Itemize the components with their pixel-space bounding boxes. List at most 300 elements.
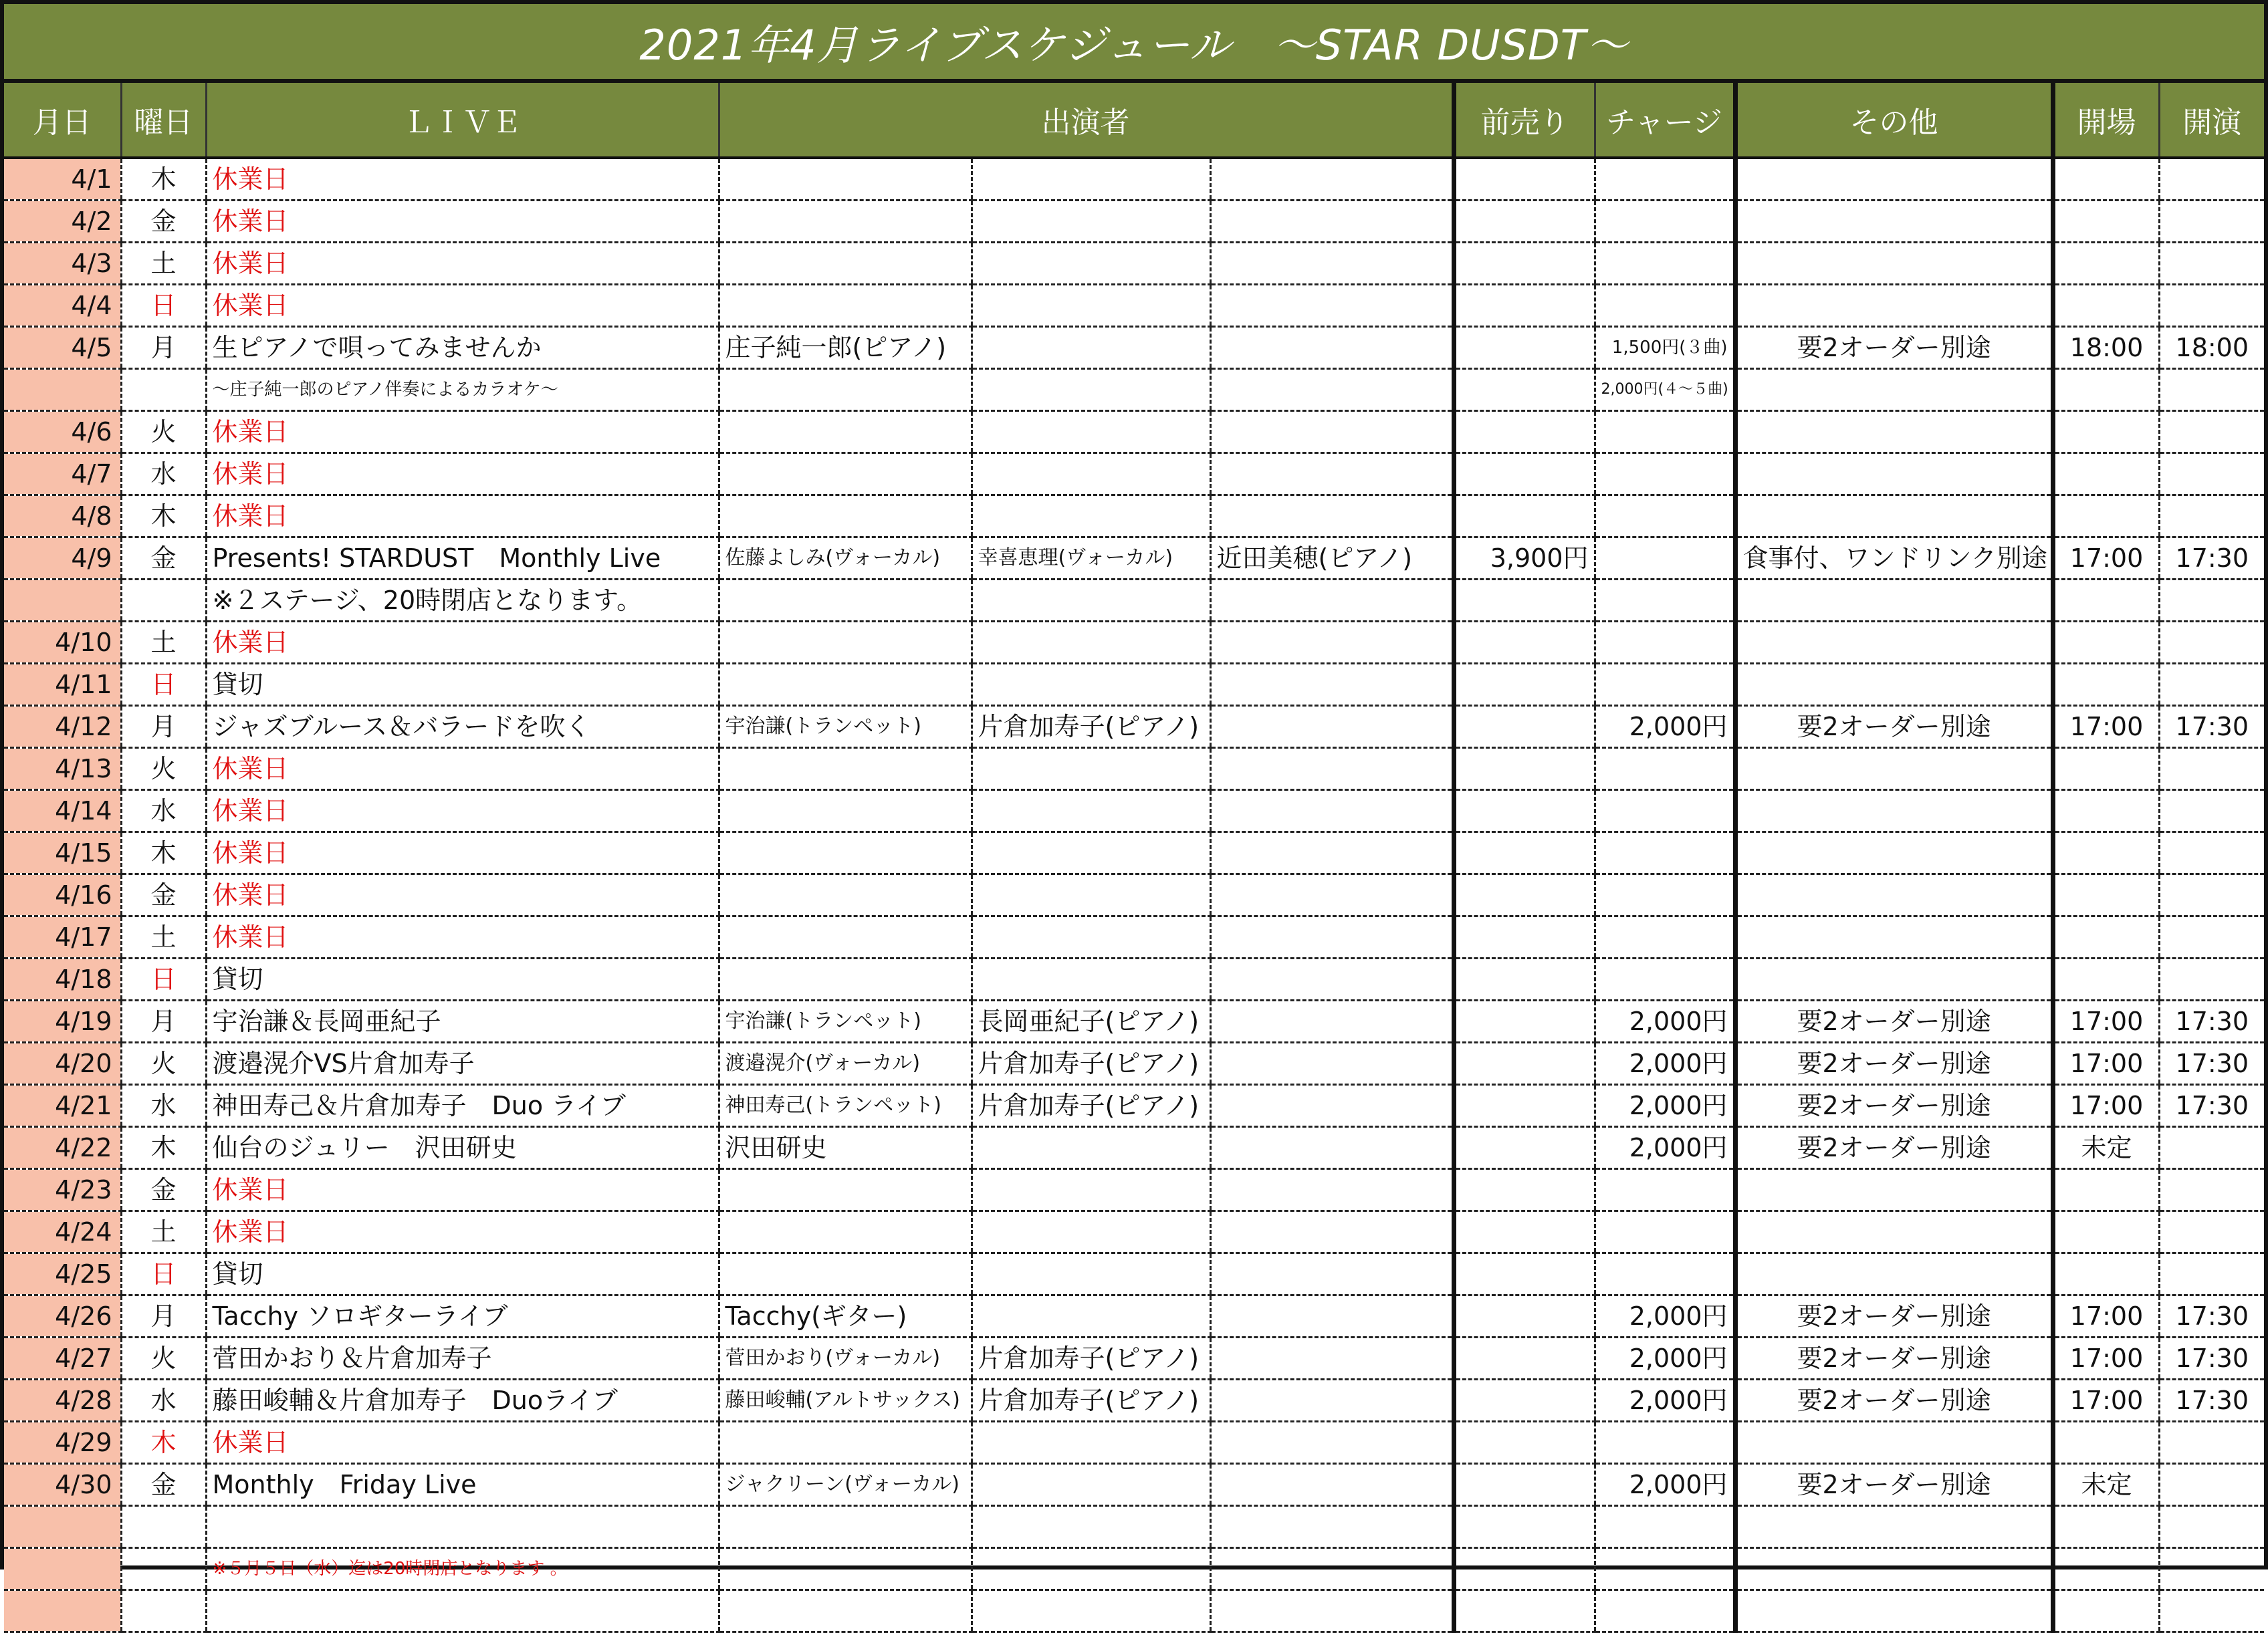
performer-1-cell: 藤田峻輔(アルトサックス) [719, 1380, 972, 1422]
performer-3-cell [1210, 1043, 1454, 1085]
performer-3-cell [1210, 706, 1454, 748]
start-time-cell: 17:30 [2159, 1380, 2264, 1422]
charge-cell [1595, 1169, 1735, 1211]
charge-cell: 2,000円 [1595, 1338, 1735, 1380]
date-cell: 4/1 [4, 158, 121, 201]
performer-2-cell [972, 790, 1210, 832]
live-title-cell: 休業日 [206, 453, 719, 495]
advance-price-cell [1454, 748, 1595, 790]
performer-3-cell [1210, 622, 1454, 664]
open-time-cell: 17:00 [2053, 1085, 2159, 1127]
charge-cell: 2,000円 [1595, 1085, 1735, 1127]
other-notes-cell: 要2オーダー別途 [1735, 1127, 2053, 1169]
performer-2-cell [972, 1169, 1210, 1211]
advance-price-cell [1454, 1001, 1595, 1043]
header-row [4, 83, 2264, 158]
open-time-cell [2053, 201, 2159, 243]
performer-2-cell [972, 1464, 1210, 1506]
performer-2-cell [972, 411, 1210, 453]
other-notes-cell: 食事付、ワンドリンク別途 [1735, 537, 2053, 580]
charge-cell: 1,500円(３曲) [1595, 327, 1735, 369]
other-notes-cell: 要2オーダー別途 [1735, 1295, 2053, 1338]
performer-2-cell [972, 1506, 1210, 1548]
col-header-charge: チャージ [1595, 83, 1735, 158]
date-cell: 4/17 [4, 916, 121, 959]
performer-1-cell [719, 285, 972, 327]
other-notes-cell [1735, 748, 2053, 790]
open-time-cell: 未定 [2053, 1464, 2159, 1506]
dow-cell [121, 1590, 206, 1632]
performer-1-cell: ジャクリーン(ヴォーカル) [719, 1464, 972, 1506]
date-cell: 4/26 [4, 1295, 121, 1338]
live-title-cell: ジャズブルース＆バラードを吹く [206, 706, 719, 748]
performer-2-cell: 幸喜恵理(ヴォーカル) [972, 537, 1210, 580]
open-time-cell: 17:00 [2053, 1043, 2159, 1085]
performer-3-cell [1210, 1422, 1454, 1464]
performer-2-cell [972, 622, 1210, 664]
schedule-row [4, 790, 2264, 832]
live-title-cell [206, 1506, 719, 1548]
charge-cell [1595, 158, 1735, 201]
other-notes-cell [1735, 916, 2053, 959]
performer-1-cell [719, 622, 972, 664]
charge-cell [1595, 1422, 1735, 1464]
live-title-cell: 仙台のジュリー 沢田研史 [206, 1127, 719, 1169]
other-notes-cell [1735, 243, 2053, 285]
performer-1-cell [719, 790, 972, 832]
open-time-cell [2053, 243, 2159, 285]
dow-cell: 火 [121, 748, 206, 790]
live-title-cell: 休業日 [206, 916, 719, 959]
dow-cell: 火 [121, 1043, 206, 1085]
dow-cell: 金 [121, 537, 206, 580]
start-time-cell [2159, 243, 2264, 285]
live-title-cell: 休業日 [206, 1169, 719, 1211]
col-header-performers: 出演者 [719, 83, 1454, 158]
performer-2-cell [972, 664, 1210, 706]
charge-cell: 2,000円 [1595, 1001, 1735, 1043]
schedule-row [4, 748, 2264, 790]
dow-cell [121, 1548, 206, 1590]
date-cell: 4/13 [4, 748, 121, 790]
advance-price-cell [1454, 1464, 1595, 1506]
other-notes-cell [1735, 959, 2053, 1001]
other-notes-cell [1735, 1506, 2053, 1548]
performer-3-cell [1210, 1127, 1454, 1169]
date-cell: 4/3 [4, 243, 121, 285]
dow-cell [121, 1506, 206, 1548]
schedule-row [4, 453, 2264, 495]
performer-1-cell [719, 411, 972, 453]
start-time-cell: 17:30 [2159, 706, 2264, 748]
other-notes-cell: 要2オーダー別途 [1735, 1001, 2053, 1043]
live-title-cell: 渡邉滉介VS片倉加寿子 [206, 1043, 719, 1085]
charge-cell [1595, 790, 1735, 832]
live-title-cell: 菅田かおり＆片倉加寿子 [206, 1338, 719, 1380]
performer-2-cell [972, 959, 1210, 1001]
start-time-cell: 17:30 [2159, 1085, 2264, 1127]
live-title-cell: 休業日 [206, 285, 719, 327]
performer-3-cell [1210, 959, 1454, 1001]
other-notes-cell [1735, 201, 2053, 243]
performer-1-cell [719, 1590, 972, 1632]
live-title-cell: 休業日 [206, 201, 719, 243]
schedule-table [4, 83, 2264, 1633]
dow-cell: 土 [121, 1211, 206, 1253]
charge-cell [1595, 453, 1735, 495]
date-cell: 4/9 [4, 537, 121, 580]
performer-1-cell [719, 1422, 972, 1464]
schedule-row [4, 1422, 2264, 1464]
schedule-row [4, 622, 2264, 664]
live-title-cell: 貸切 [206, 1253, 719, 1295]
performer-3-cell [1210, 453, 1454, 495]
open-time-cell [2053, 1590, 2159, 1632]
performer-1-cell: 沢田研史 [719, 1127, 972, 1169]
start-time-cell [2159, 1548, 2264, 1590]
performer-2-cell [972, 201, 1210, 243]
dow-cell: 日 [121, 285, 206, 327]
open-time-cell: 17:00 [2053, 1295, 2159, 1338]
performer-2-cell [972, 1211, 1210, 1253]
open-time-cell [2053, 748, 2159, 790]
performer-2-cell [972, 369, 1210, 411]
dow-cell: 水 [121, 453, 206, 495]
charge-cell [1595, 537, 1735, 580]
schedule-row [4, 1380, 2264, 1422]
performer-1-cell [719, 874, 972, 916]
performer-1-cell: 渡邉滉介(ヴォーカル) [719, 1043, 972, 1085]
dow-cell: 木 [121, 495, 206, 537]
live-title-cell: 休業日 [206, 748, 719, 790]
start-time-cell: 17:30 [2159, 1295, 2264, 1338]
dow-cell: 水 [121, 1085, 206, 1127]
start-time-cell [2159, 1422, 2264, 1464]
performer-1-cell: Tacchy(ギター) [719, 1295, 972, 1338]
performer-2-cell [972, 453, 1210, 495]
performer-1-cell [719, 243, 972, 285]
advance-price-cell [1454, 664, 1595, 706]
schedule-row [4, 1295, 2264, 1338]
dow-cell [121, 369, 206, 411]
date-cell [4, 580, 121, 622]
performer-1-cell [719, 916, 972, 959]
dow-cell: 木 [121, 158, 206, 201]
performer-2-cell: 片倉加寿子(ピアノ) [972, 706, 1210, 748]
performer-1-cell [719, 495, 972, 537]
date-cell: 4/25 [4, 1253, 121, 1295]
col-header-other: その他 [1735, 83, 2053, 158]
open-time-cell [2053, 790, 2159, 832]
performer-3-cell [1210, 874, 1454, 916]
live-title-cell: 藤田峻輔＆片倉加寿子 Duoライブ [206, 1380, 719, 1422]
performer-2-cell [972, 916, 1210, 959]
other-notes-cell: 要2オーダー別途 [1735, 1338, 2053, 1380]
start-time-cell [2159, 1169, 2264, 1211]
start-time-cell [2159, 748, 2264, 790]
live-title-cell: 貸切 [206, 959, 719, 1001]
charge-cell [1595, 748, 1735, 790]
date-cell: 4/5 [4, 327, 121, 369]
date-cell: 4/23 [4, 1169, 121, 1211]
dow-cell: 木 [121, 1422, 206, 1464]
start-time-cell [2159, 664, 2264, 706]
performer-3-cell [1210, 748, 1454, 790]
start-time-cell [2159, 1590, 2264, 1632]
performer-1-cell [719, 201, 972, 243]
performer-3-cell [1210, 790, 1454, 832]
performer-2-cell: 片倉加寿子(ピアノ) [972, 1338, 1210, 1380]
date-cell [4, 1548, 121, 1590]
schedule-row [4, 201, 2264, 243]
start-time-cell [2159, 1211, 2264, 1253]
page-title: 2021年4月ライブスケジュール ～STAR DUSDT～ [4, 4, 2264, 83]
advance-price-cell [1454, 243, 1595, 285]
open-time-cell: 18:00 [2053, 327, 2159, 369]
live-title-cell: Presents! STARDUST Monthly Live [206, 537, 719, 580]
advance-price-cell [1454, 874, 1595, 916]
performer-1-cell [719, 748, 972, 790]
charge-cell [1595, 832, 1735, 874]
date-cell: 4/21 [4, 1085, 121, 1127]
date-cell: 4/30 [4, 1464, 121, 1506]
date-cell [4, 1506, 121, 1548]
open-time-cell: 17:00 [2053, 706, 2159, 748]
performer-2-cell [972, 1127, 1210, 1169]
date-cell: 4/7 [4, 453, 121, 495]
performer-2-cell [972, 1253, 1210, 1295]
performer-3-cell [1210, 1590, 1454, 1632]
dow-cell: 土 [121, 622, 206, 664]
live-title-cell: 休業日 [206, 243, 719, 285]
charge-cell [1595, 959, 1735, 1001]
other-notes-cell [1735, 790, 2053, 832]
other-notes-cell [1735, 1253, 2053, 1295]
schedule-row [4, 916, 2264, 959]
dow-cell: 月 [121, 1001, 206, 1043]
performer-3-cell [1210, 580, 1454, 622]
dow-cell: 火 [121, 1338, 206, 1380]
open-time-cell [2053, 580, 2159, 622]
open-time-cell [2053, 1548, 2159, 1590]
other-notes-cell [1735, 1590, 2053, 1632]
performer-3-cell [1210, 201, 1454, 243]
charge-cell [1595, 1548, 1735, 1590]
schedule-row [4, 832, 2264, 874]
performer-1-cell [719, 453, 972, 495]
date-cell: 4/8 [4, 495, 121, 537]
schedule-row [4, 1211, 2264, 1253]
schedule-body [4, 158, 2264, 1632]
date-cell [4, 1590, 121, 1632]
advance-price-cell [1454, 1295, 1595, 1338]
advance-price-cell [1454, 1253, 1595, 1295]
performer-3-cell [1210, 1506, 1454, 1548]
live-title-cell: 休業日 [206, 832, 719, 874]
schedule-row [4, 369, 2264, 411]
start-time-cell: 18:00 [2159, 327, 2264, 369]
live-title-cell: ※５月５日（水）迄は20時閉店となります 。 [206, 1548, 719, 1590]
col-header-open: 開場 [2053, 83, 2159, 158]
other-notes-cell [1735, 285, 2053, 327]
charge-cell: 2,000円 [1595, 706, 1735, 748]
schedule-row [4, 1506, 2264, 1548]
schedule-row [4, 1338, 2264, 1380]
start-time-cell [2159, 874, 2264, 916]
advance-price-cell [1454, 1422, 1595, 1464]
live-title-cell: 休業日 [206, 495, 719, 537]
performer-2-cell [972, 158, 1210, 201]
schedule-row [4, 664, 2264, 706]
dow-cell: 月 [121, 327, 206, 369]
schedule-row [4, 959, 2264, 1001]
schedule-row [4, 1464, 2264, 1506]
dow-cell: 土 [121, 243, 206, 285]
performer-2-cell [972, 243, 1210, 285]
date-cell: 4/10 [4, 622, 121, 664]
performer-2-cell [972, 874, 1210, 916]
other-notes-cell: 要2オーダー別途 [1735, 1043, 2053, 1085]
schedule-row [4, 327, 2264, 369]
other-notes-cell [1735, 832, 2053, 874]
schedule-row [4, 874, 2264, 916]
performer-1-cell: 佐藤よしみ(ヴォーカル) [719, 537, 972, 580]
performer-3-cell [1210, 158, 1454, 201]
start-time-cell [2159, 959, 2264, 1001]
charge-cell [1595, 411, 1735, 453]
performer-2-cell [972, 1590, 1210, 1632]
start-time-cell [2159, 1464, 2264, 1506]
dow-cell: 木 [121, 832, 206, 874]
live-title-cell: 宇治謙＆長岡亜紀子 [206, 1001, 719, 1043]
other-notes-cell [1735, 369, 2053, 411]
performer-2-cell [972, 495, 1210, 537]
open-time-cell [2053, 411, 2159, 453]
advance-price-cell [1454, 1169, 1595, 1211]
live-title-cell: 休業日 [206, 158, 719, 201]
other-notes-cell [1735, 580, 2053, 622]
start-time-cell [2159, 201, 2264, 243]
date-cell: 4/24 [4, 1211, 121, 1253]
other-notes-cell [1735, 664, 2053, 706]
col-header-date: 月日 [4, 83, 121, 158]
start-time-cell [2159, 1127, 2264, 1169]
live-title-cell: Tacchy ソロギターライブ [206, 1295, 719, 1338]
advance-price-cell: 3,900円 [1454, 537, 1595, 580]
other-notes-cell: 要2オーダー別途 [1735, 327, 2053, 369]
performer-3-cell [1210, 1253, 1454, 1295]
other-notes-cell: 要2オーダー別途 [1735, 1464, 2053, 1506]
other-notes-cell [1735, 411, 2053, 453]
schedule-row [4, 1548, 2264, 1590]
other-notes-cell [1735, 158, 2053, 201]
date-cell: 4/16 [4, 874, 121, 916]
live-title-cell: ～庄子純一郎のピアノ伴奏によるカラオケ～ [206, 369, 719, 411]
advance-price-cell [1454, 453, 1595, 495]
performer-3-cell: 近田美穂(ピアノ) [1210, 537, 1454, 580]
advance-price-cell [1454, 158, 1595, 201]
performer-3-cell [1210, 327, 1454, 369]
performer-2-cell [972, 748, 1210, 790]
date-cell: 4/14 [4, 790, 121, 832]
performer-2-cell [972, 1548, 1210, 1590]
other-notes-cell [1735, 1422, 2053, 1464]
performer-1-cell: 宇治謙(トランペット) [719, 706, 972, 748]
dow-cell: 金 [121, 874, 206, 916]
open-time-cell [2053, 1506, 2159, 1548]
date-cell: 4/28 [4, 1380, 121, 1422]
advance-price-cell [1454, 1085, 1595, 1127]
performer-3-cell [1210, 411, 1454, 453]
date-cell: 4/27 [4, 1338, 121, 1380]
open-time-cell [2053, 664, 2159, 706]
date-cell: 4/6 [4, 411, 121, 453]
live-title-cell: 休業日 [206, 1422, 719, 1464]
performer-3-cell [1210, 495, 1454, 537]
advance-price-cell [1454, 1380, 1595, 1422]
advance-price-cell [1454, 201, 1595, 243]
live-title-cell: 生ピアノで唄ってみませんか [206, 327, 719, 369]
open-time-cell [2053, 495, 2159, 537]
date-cell [4, 369, 121, 411]
performer-1-cell [719, 664, 972, 706]
dow-cell: 木 [121, 1127, 206, 1169]
advance-price-cell [1454, 1338, 1595, 1380]
advance-price-cell [1454, 580, 1595, 622]
performer-2-cell [972, 832, 1210, 874]
other-notes-cell: 要2オーダー別途 [1735, 1085, 2053, 1127]
schedule-row [4, 495, 2264, 537]
open-time-cell [2053, 369, 2159, 411]
other-notes-cell [1735, 622, 2053, 664]
performer-2-cell: 片倉加寿子(ピアノ) [972, 1085, 1210, 1127]
dow-cell: 金 [121, 1169, 206, 1211]
performer-1-cell [719, 1169, 972, 1211]
performer-3-cell [1210, 369, 1454, 411]
dow-cell: 金 [121, 201, 206, 243]
open-time-cell: 17:00 [2053, 1380, 2159, 1422]
dow-cell: 火 [121, 411, 206, 453]
schedule-row [4, 411, 2264, 453]
open-time-cell [2053, 916, 2159, 959]
performer-3-cell [1210, 1169, 1454, 1211]
performer-3-cell [1210, 832, 1454, 874]
performer-2-cell [972, 327, 1210, 369]
other-notes-cell [1735, 453, 2053, 495]
charge-cell [1595, 285, 1735, 327]
col-header-live: ＬＩＶＥ [206, 83, 719, 158]
col-header-dow: 曜日 [121, 83, 206, 158]
advance-price-cell [1454, 327, 1595, 369]
open-time-cell: 17:00 [2053, 1001, 2159, 1043]
performer-1-cell: 宇治謙(トランペット) [719, 1001, 972, 1043]
other-notes-cell: 要2オーダー別途 [1735, 706, 2053, 748]
date-cell: 4/18 [4, 959, 121, 1001]
performer-1-cell [719, 832, 972, 874]
open-time-cell [2053, 285, 2159, 327]
start-time-cell [2159, 158, 2264, 201]
performer-3-cell [1210, 1211, 1454, 1253]
live-title-cell [206, 1590, 719, 1632]
dow-cell: 月 [121, 1295, 206, 1338]
advance-price-cell [1454, 1548, 1595, 1590]
charge-cell [1595, 1506, 1735, 1548]
performer-3-cell [1210, 1548, 1454, 1590]
start-time-cell [2159, 790, 2264, 832]
open-time-cell [2053, 832, 2159, 874]
open-time-cell [2053, 453, 2159, 495]
other-notes-cell [1735, 1548, 2053, 1590]
